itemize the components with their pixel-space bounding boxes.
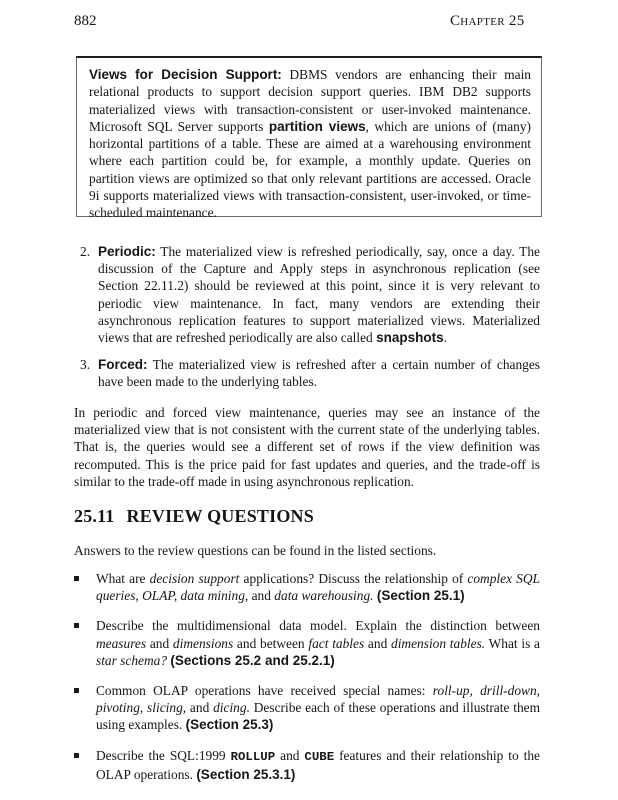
list-term: Periodic: [98, 244, 156, 259]
body-paragraph: In periodic and forced view maintenance, queries may see an instance of the materialized view that is not consistent with the current state of the underlying tables. That is, the queries would see a different set of rows if the view definition was recomputed. This is the price paid for fast updates and queries, and the trade-off is similar to the trade-off made in using asynchronous replication. [74, 405, 540, 489]
list-number: 2. [80, 244, 91, 259]
list-text: The materialized view is refreshed after a certain number of changes have been made to the underlying tables. [98, 357, 540, 390]
list-item-periodic [78, 243, 540, 346]
review-text: Describe each of these operations and illustrate them using examples. [96, 700, 540, 733]
bullet-icon [74, 688, 79, 693]
bullet-icon [74, 576, 79, 581]
review-text: What is a [485, 635, 540, 651]
review-text: and [248, 588, 275, 604]
review-term: decision support [149, 571, 240, 586]
section-reference: (Section 25.1) [376, 588, 465, 604]
review-term: measures [96, 635, 147, 651]
list-emphasis: snapshots [376, 330, 444, 346]
sidebar-text-2: , which are unions of (many) horizontal partitions of a table. These are aimed at a warehousing environment where each partition could be, for example, a monthly update. Queries on partition views are optimized so that only relevant partitions are accessed. Oracle 9i supports materialized views with transaction-consistent, user-invoked, or time-scheduled maintenance. [89, 118, 531, 221]
section-heading [74, 506, 314, 527]
section-reference: (Section 25.3.1) [196, 766, 296, 782]
review-term: complex SQL queries, OLAP, data mining, [96, 571, 540, 604]
page-number: 882 [74, 13, 97, 29]
sidebar-text-1: DBMS vendors are enhancing their main relational products to support decision support queries. IBM DB2 supports materialized views with transaction-consistent or user-invoked maintenance. Microsoft SQL Server supports [89, 67, 532, 134]
review-text: and [146, 635, 173, 651]
list-text-end: . [443, 330, 447, 346]
list-number: 3. [80, 357, 91, 373]
list-item-forced [78, 356, 540, 390]
review-text: and [186, 700, 214, 716]
sidebar-title: Views for Decision Support: [89, 67, 282, 82]
review-text: Describe the SQL:1999 [96, 747, 231, 763]
section-number: 25.11 [74, 506, 115, 526]
list-term: Forced: [98, 357, 148, 373]
review-text: Common OLAP operations have received special names: [96, 683, 433, 699]
review-item [74, 570, 540, 604]
review-text: and between [233, 635, 309, 651]
bullet-icon [74, 623, 79, 628]
review-term: star schema? [96, 652, 168, 668]
list-text: The materialized view is refreshed periodically, say, once a day. The discussion of the Capture and Apply steps in asynchronous replication (see Section 22.11.2) should be reviewed at this point, since it is very relevant to periodic view maintenance. In fact, many vendors are extending their asynchronous replication features to support materialized views. Materialized views that are refreshed periodically are also called [98, 244, 541, 346]
code-keyword: CUBE [304, 749, 335, 764]
review-item [74, 682, 540, 734]
maintenance-list [78, 243, 540, 391]
review-text: Describe the multidimensional data model. Explain the distinction between [96, 618, 540, 634]
code-keyword: ROLLUP [230, 749, 276, 764]
bullet-icon [74, 753, 79, 758]
review-term: data warehousing. [274, 588, 374, 604]
review-term: dimension tables. [391, 635, 486, 651]
review-term: fact tables [308, 635, 365, 651]
section-title: REVIEW QUESTIONS [126, 506, 314, 526]
review-text: and [364, 635, 392, 651]
review-term: dimensions [172, 635, 234, 651]
review-item [74, 747, 540, 783]
review-text: and [275, 747, 305, 763]
sidebar-box [76, 56, 542, 221]
review-text: applications? Discuss the relationship of [239, 571, 468, 586]
review-term: dicing. [213, 700, 250, 716]
review-intro: Answers to the review questions can be found in the listed sections. [74, 543, 437, 558]
section-reference: (Section 25.3) [185, 717, 274, 733]
review-text: What are [96, 571, 150, 586]
review-term: roll-up, drill-down, pivoting, slicing, [96, 683, 540, 716]
review-item [74, 617, 540, 669]
review-text: features and their relationship to the OLAP operations. [96, 747, 540, 782]
section-reference: (Sections 25.2 and 25.2.1) [170, 652, 335, 668]
chapter-running-head: Chapter 25 [450, 13, 525, 29]
review-questions-list [74, 570, 540, 783]
sidebar-emphasis: partition views [268, 118, 366, 134]
